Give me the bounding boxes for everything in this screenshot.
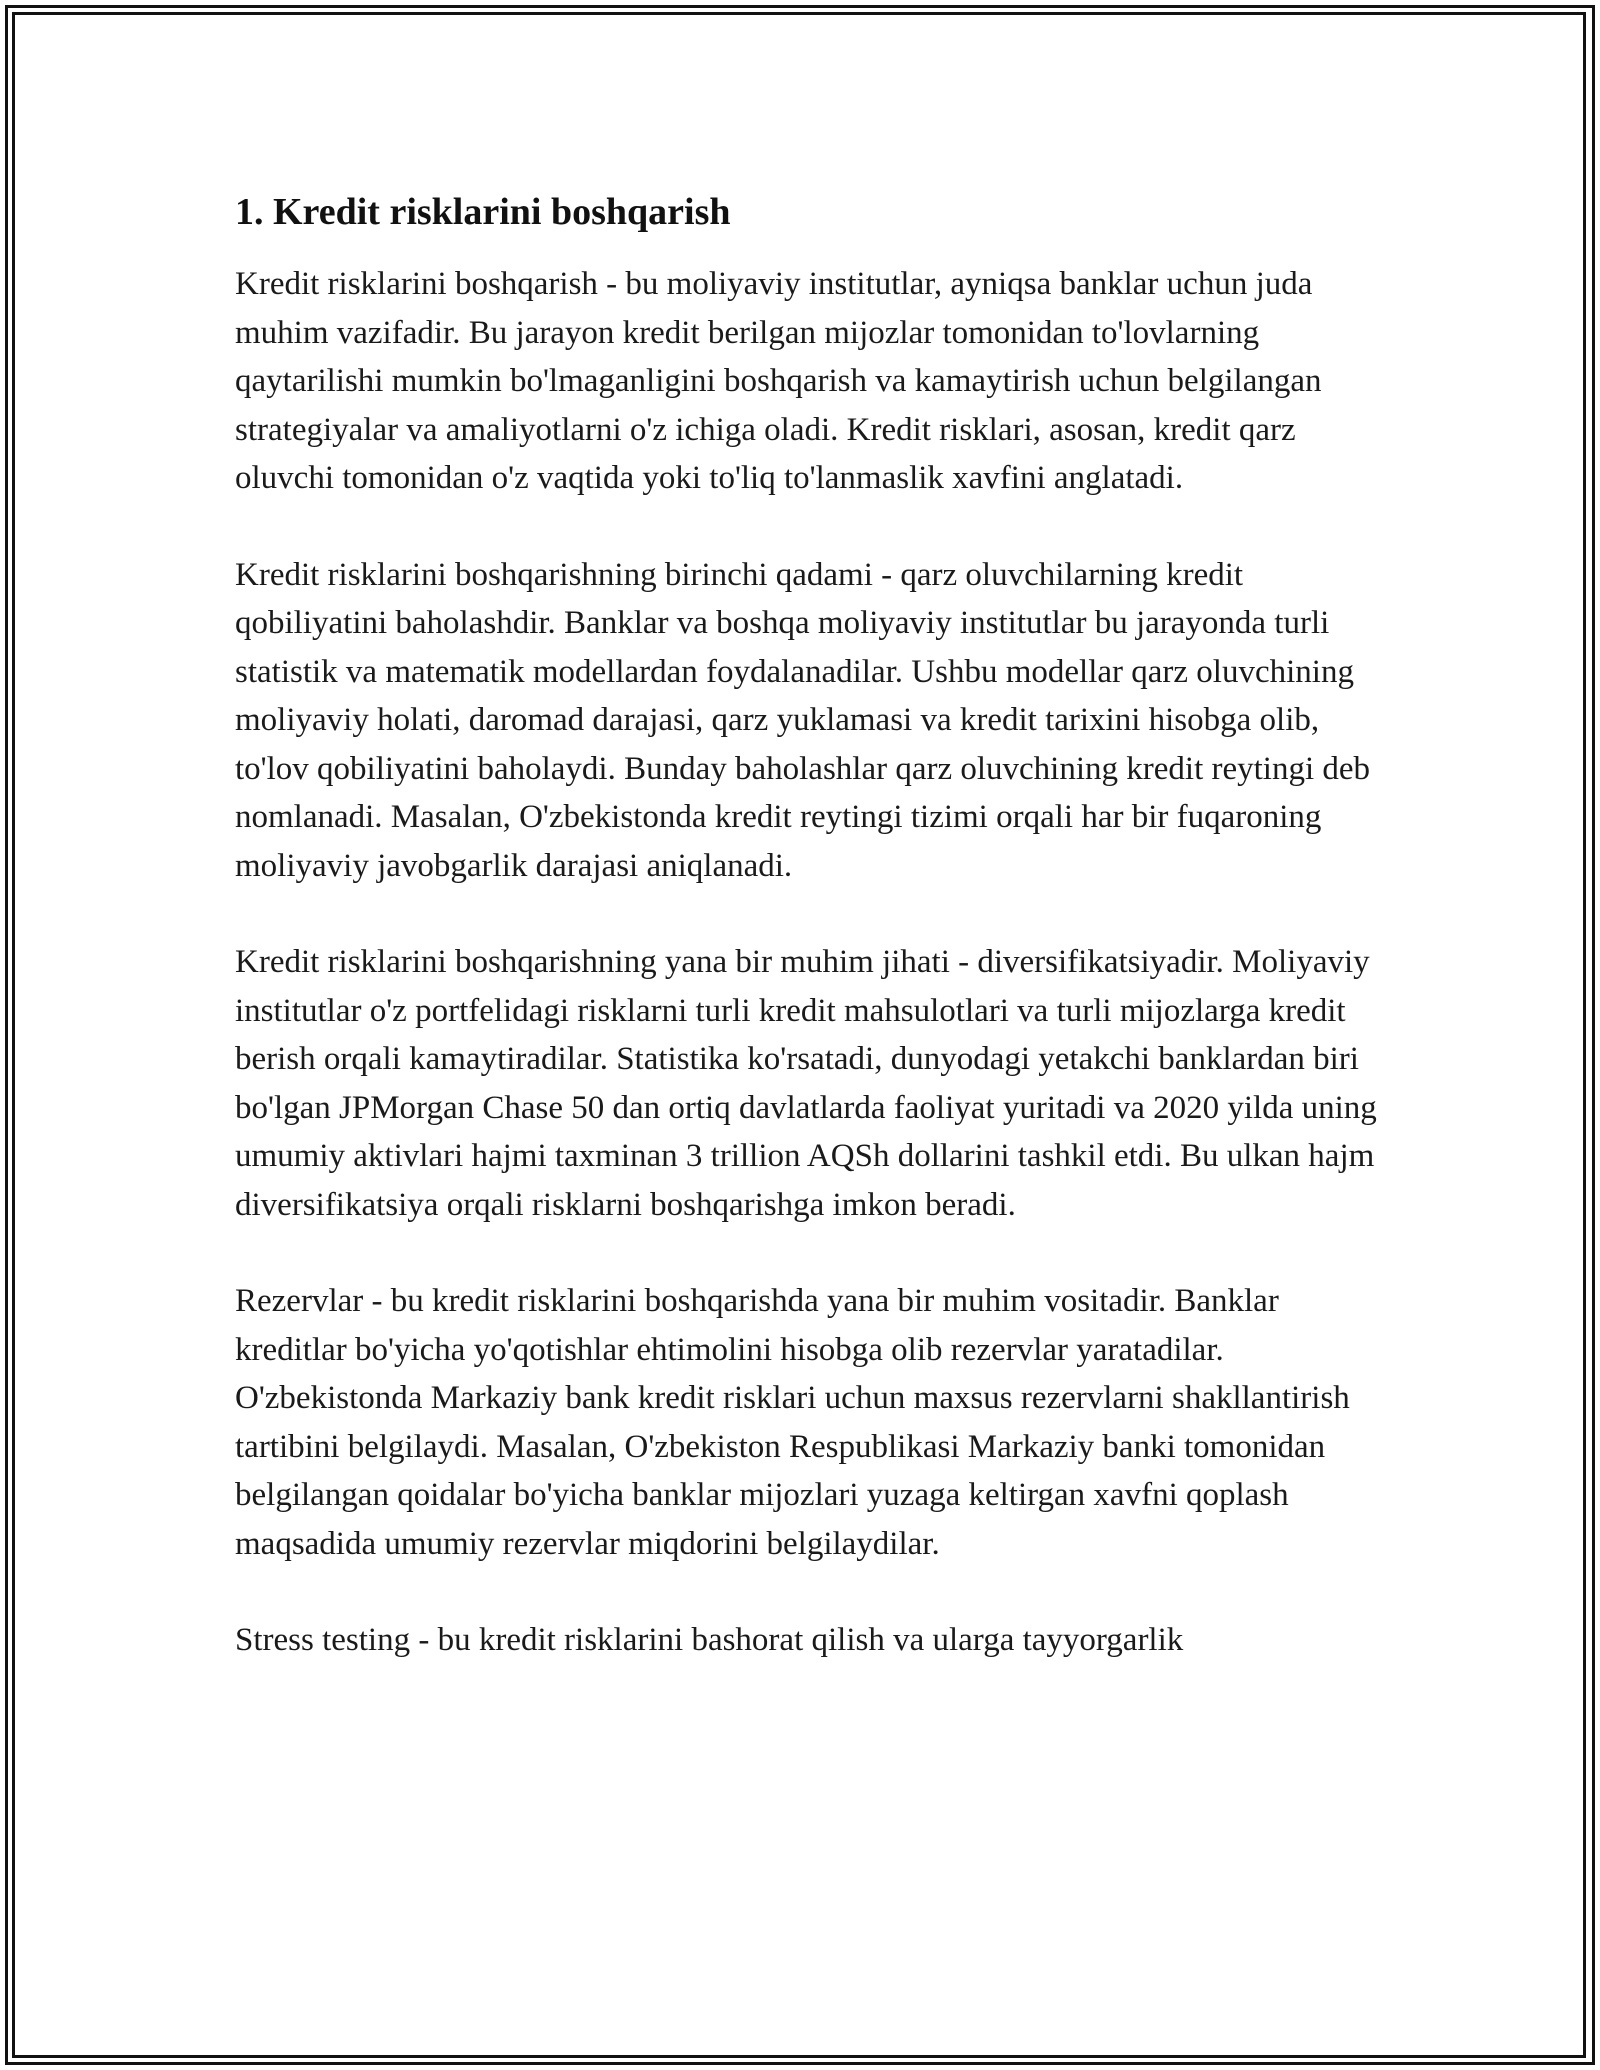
paragraph-intro: Kredit risklarini boshqarish - bu moliyaviy institutlar, ayniqsa banklar uchun juda muhim vazifadir. Bu jarayon kredit berilgan mijozlar tomonidan to'lovlarning qaytarilishi mumkin bo'lmaganligini boshqarish va kamaytirish uchun belgilangan strategiyalar va amaliyotlarni o'z ichiga oladi. Kredit risklari, asosan, kredit qarz oluvchi tomonidan o'z vaqtida yoki to'liq to'lanmaslik xavfini anglatadi. bbox=[235, 266, 1322, 496]
document-body bbox=[235, 186, 1380, 1713]
paragraph-stress-testing: Stress testing - bu kredit risklarini bashorat qilish va ularga tayyorgarlik bbox=[235, 1622, 1184, 1658]
section-heading: 1. Kredit risklarini boshqarish bbox=[235, 191, 731, 233]
paragraph-reserves: Rezervlar - bu kredit risklarini boshqarishda yana bir muhim vositadir. Banklar kreditlar bo'yicha yo'qotishlar ehtimolini hisobga olib rezervlar yaratadilar. O'zbekistonda Markaziy bank kredit risklari uchun maxsus rezervlarni shakllantirish tartibini belgilaydi. Masalan, O'zbekiston Respublikasi Markaziy banki tomonidan belgilangan qoidalar bo'yicha banklar mijozlari yuzaga keltirgan xavfni qoplash maqsadida umumiy rezervlar miqdorini belgilaydilar. bbox=[235, 1283, 1350, 1562]
paragraph-diversification: Kredit risklarini boshqarishning yana bir muhim jihati - diversifikatsiyadir. Moliyaviy institutlar o'z portfelidagi risklarni turli kredit mahsulotlari va turli mijozlarga kredit berish orqali kamaytiradilar. Statistika ko'rsatadi, dunyodagi yetakchi banklardan biri bo'lgan JPMorgan Chase 50 dan ortiq davlatlarda faoliyat yuritadi va 2020 yilda uning umumiy aktivlari hajmi taxminan 3 trillion AQSh dollarini tashkil etdi. Bu ulkan hajm diversifikatsiya orqali risklarni boshqarishga imkon beradi. bbox=[235, 944, 1377, 1223]
paragraph-credit-assessment: Kredit risklarini boshqarishning birinchi qadami - qarz oluvchilarning kredit qobiliyatini baholashdir. Banklar va boshqa moliyaviy institutlar bu jarayonda turli statistik va matematik modellardan foydalanadilar. Ushbu modellar qarz oluvchining moliyaviy holati, daromad darajasi, qarz yuklamasi va kredit tarixini hisobga olib, to'lov qobiliyatini baholaydi. Bunday baholashlar qarz oluvchining kredit reytingi deb nomlanadi. Masalan, O'zbekistonda kredit reytingi tizimi orqali har bir fuqaroning moliyaviy javobgarlik darajasi aniqlanadi. bbox=[235, 556, 1371, 884]
